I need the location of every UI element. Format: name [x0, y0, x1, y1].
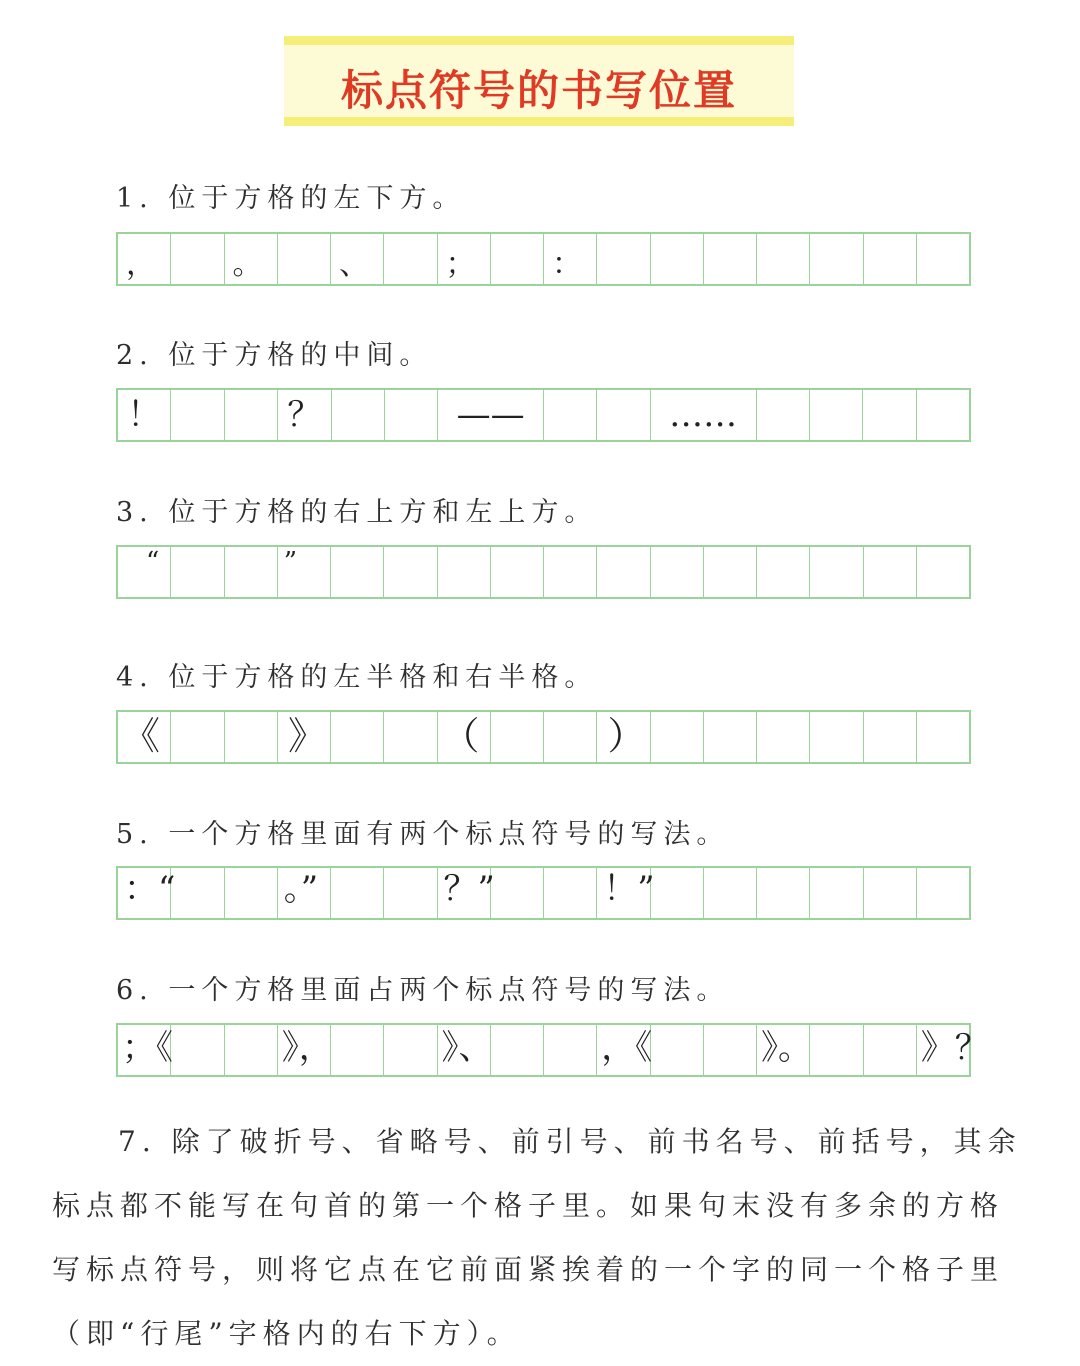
grid-cell [331, 1025, 384, 1075]
grid-cell [917, 712, 969, 762]
grid-cell [385, 390, 438, 440]
grid-cell [438, 234, 491, 284]
grid-cell [704, 547, 757, 597]
punct-open-book-title: 《 [122, 714, 161, 759]
punct-semicolon-book-title: ；《 [122, 1028, 173, 1068]
punct-close-book-title: 》 [287, 714, 326, 759]
punct-close-paren: ） [607, 714, 646, 759]
grid-cell [863, 390, 916, 440]
punct-book-title-enum-comma: 》、 [441, 1028, 493, 1068]
punct-period: 。 [232, 247, 263, 282]
grid-cell [597, 712, 650, 762]
grid-cell [757, 547, 810, 597]
grid-cell [864, 234, 917, 284]
grid-cell [597, 547, 650, 597]
grid-cell [491, 547, 544, 597]
grid-cell [544, 712, 597, 762]
grid-cell [118, 547, 171, 597]
punct-colon: ： [552, 247, 582, 282]
grid-cell [651, 712, 704, 762]
rule-7-paragraph: 7. 除了破折号、省略号、前引号、前书名号、前括号，其余标点都不能写在句首的第一个格子里。如果句末没有多余的方格写标点符号，则将它点在它前面紧挨着的一个字的同一个格子里（即“行尾”字格内的右下方）。 [52, 1125, 1022, 1350]
punct-book-title-question: 》？ [920, 1028, 989, 1068]
grid-cell [384, 868, 437, 918]
grid-row-4 [116, 710, 971, 764]
grid-cell [171, 390, 224, 440]
grid-cell [331, 547, 384, 597]
grid-cell [118, 712, 171, 762]
grid-cell [278, 547, 331, 597]
grid-cell [438, 712, 491, 762]
grid-cell [704, 234, 757, 284]
grid-cell [171, 547, 224, 597]
grid-cell [544, 547, 597, 597]
grid-cell [171, 868, 224, 918]
grid-cell [757, 390, 810, 440]
punct-semicolon: ； [445, 247, 476, 282]
grid-cell [810, 390, 863, 440]
grid-cell [491, 1025, 544, 1075]
grid-cell [651, 868, 704, 918]
grid-cell [225, 234, 278, 284]
grid-cell [597, 1025, 653, 1075]
grid-cell [278, 234, 331, 284]
grid-cell [332, 390, 385, 440]
punct-ellipsis: …… [669, 395, 738, 435]
punct-colon-quote: ：“ [124, 869, 176, 909]
page-title: 标点符号的书写位置 [340, 66, 737, 115]
grid-cell [278, 712, 331, 762]
grid-cell [225, 1025, 278, 1075]
grid-row-5 [116, 866, 971, 920]
grid-cell [171, 712, 224, 762]
grid-cell [491, 234, 544, 284]
grid-cell [810, 1025, 863, 1075]
item-5-label: 5. 一个方格里面有两个标点符号的写法。 [116, 819, 730, 850]
grid-cell [384, 1025, 437, 1075]
grid-cell [864, 1025, 917, 1075]
grid-cell [757, 1025, 810, 1075]
grid-cell [917, 868, 969, 918]
grid-cell [118, 868, 176, 918]
grid-cell-double [651, 390, 757, 440]
grid-row-1 [116, 232, 971, 286]
punct-exclamation: ！ [127, 395, 162, 435]
punct-dash: —— [456, 395, 525, 435]
grid-cell [118, 390, 171, 440]
grid-cell [278, 390, 331, 440]
punct-exclamation-quote: ！” [603, 869, 655, 909]
item-3-label: 3. 位于方格的右上方和左上方。 [116, 497, 598, 528]
grid-cell [651, 1025, 704, 1075]
grid-row-2 [116, 388, 971, 442]
grid-cell [597, 234, 650, 284]
grid-cell [757, 712, 810, 762]
grid-cell [118, 234, 171, 284]
grid-cell [597, 390, 650, 440]
grid-row-3 [116, 545, 971, 599]
grid-cell [757, 234, 810, 284]
grid-cell [118, 1025, 171, 1075]
punct-book-title-comma: 》， [281, 1028, 333, 1068]
grid-cell [384, 547, 437, 597]
grid-cell [331, 868, 384, 918]
grid-cell [864, 547, 917, 597]
grid-cell [917, 390, 969, 440]
grid-cell [384, 234, 437, 284]
grid-cell [171, 1025, 224, 1075]
grid-cell [544, 390, 597, 440]
grid-cell [544, 868, 597, 918]
grid-cell [597, 868, 655, 918]
grid-cell [651, 547, 704, 597]
grid-cell [438, 547, 491, 597]
grid-cell [225, 712, 278, 762]
grid-cell [704, 868, 757, 918]
grid-cell [864, 712, 917, 762]
title-bottom-stripe [284, 117, 794, 126]
title-banner [284, 36, 794, 126]
grid-cell [810, 547, 863, 597]
grid-cell [544, 1025, 597, 1075]
item-6-label: 6. 一个方格里面占两个标点符号的写法。 [116, 975, 730, 1006]
grid-cell [810, 234, 863, 284]
grid-cell [438, 1025, 491, 1075]
grid-cell [917, 1025, 989, 1075]
grid-cell [278, 868, 331, 918]
grid-cell [864, 868, 917, 918]
grid-cell-double [438, 390, 544, 440]
punct-comma: ， [126, 247, 156, 282]
grid-cell [544, 234, 597, 284]
grid-cell [704, 712, 757, 762]
grid-cell [225, 547, 278, 597]
grid-cell [704, 1025, 757, 1075]
grid-cell [438, 868, 495, 918]
grid-cell [225, 868, 278, 918]
grid-cell [225, 390, 278, 440]
punct-period-quote: 。” [283, 869, 319, 909]
title-top-stripe [284, 36, 794, 45]
punct-enum-comma: 、 [339, 247, 369, 282]
grid-cell [917, 234, 969, 284]
punct-open-paren: （ [441, 714, 480, 759]
grid-cell [491, 868, 544, 918]
punct-comma-book-title: ，《 [601, 1028, 653, 1068]
grid-cell [331, 234, 384, 284]
grid-cell [384, 712, 437, 762]
grid-cell [491, 712, 544, 762]
grid-cell [810, 712, 863, 762]
grid-cell [171, 234, 224, 284]
grid-cell [651, 234, 704, 284]
punct-question: ？ [287, 395, 322, 435]
punct-close-quote: ” [283, 547, 298, 577]
punct-question-quote: ？” [443, 869, 495, 909]
item-4-label: 4. 位于方格的左半格和右半格。 [116, 662, 598, 693]
grid-cell [331, 712, 384, 762]
item-1-label: 1. 位于方格的左下方。 [116, 183, 466, 214]
punct-book-title-period: 》。 [761, 1028, 812, 1068]
grid-cell [757, 868, 810, 918]
grid-cell [810, 868, 863, 918]
grid-cell [917, 547, 969, 597]
grid-cell [278, 1025, 331, 1075]
item-2-label: 2. 位于方格的中间。 [116, 340, 433, 371]
grid-row-6 [116, 1023, 989, 1077]
punct-open-quote: “ [146, 547, 160, 577]
